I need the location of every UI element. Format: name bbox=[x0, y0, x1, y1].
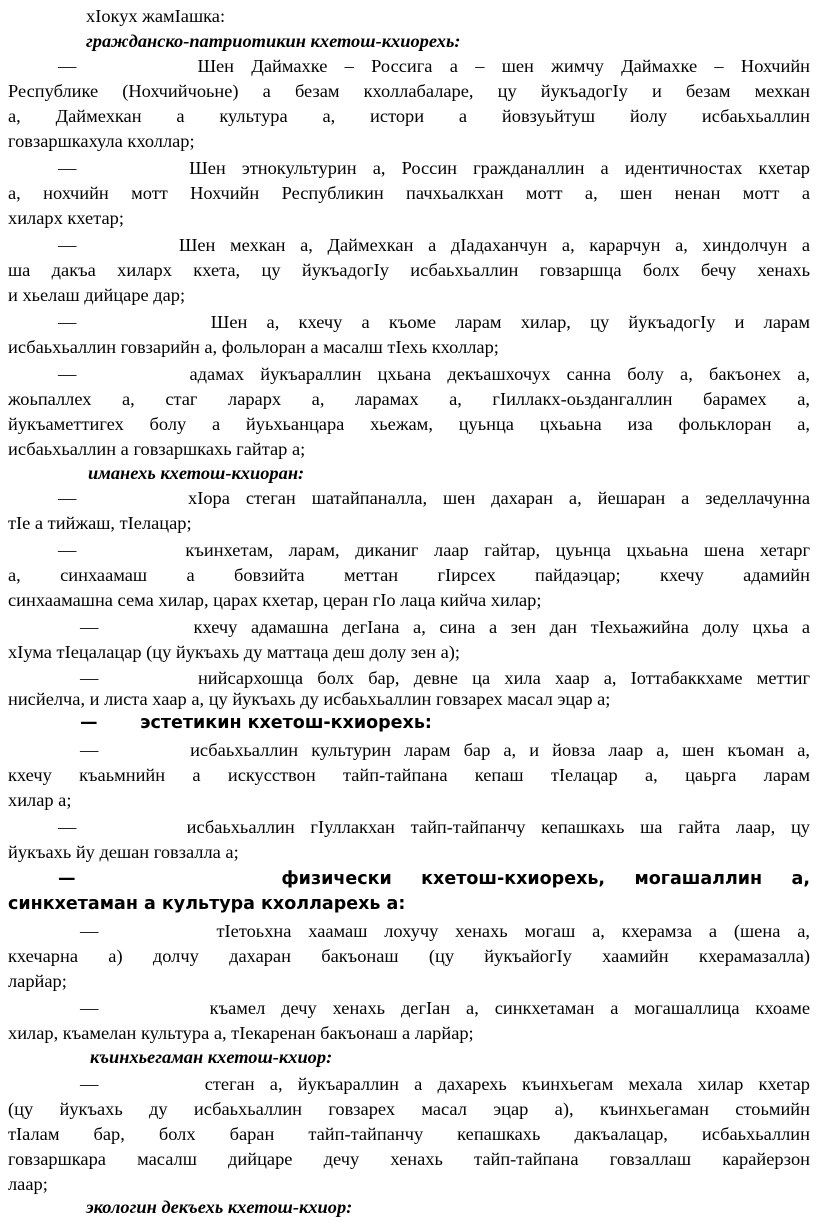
list-item: — тIетоьхна хаамаш лохучу хенахь могаш а, кхерамза а (шена а, bbox=[80, 921, 810, 941]
list-item-text: (цу йукъахь ду исбаьхьаллин говзарех масал эцар а), къинхьегаман стоьмийн bbox=[8, 1099, 810, 1119]
list-item-text: йукъахь йу дешан говзалла а; bbox=[8, 842, 239, 862]
list-item-text: ларйар; bbox=[8, 971, 67, 991]
list-item-text: и хьелаш дийцаре дар; bbox=[8, 285, 186, 305]
list-item-text: хилар, къамелан культура а, тIекаренан бакъонаш а ларйар; bbox=[8, 1023, 474, 1043]
list-item-text: кхечу къаьмнийн а искусствон тайп-тайпана кепаш тIелацар а, цаьрга ларам bbox=[8, 765, 810, 785]
section-heading-aesthetic: — эстетикин кхетош-кхиорехь: bbox=[80, 713, 432, 733]
intro-line: хIокух жамIашка: bbox=[86, 6, 226, 26]
list-item: — Шен мехкан а, Даймехкан а дIадаханчун а, карарчун а, хиндолчун а bbox=[58, 235, 810, 255]
list-item-text: говзаршкара масалш дийцаре дечу хенахь тайп-тайпана говзаллаш карайерзон bbox=[8, 1149, 810, 1169]
list-item: — исбаьхьаллин гIуллакхан тайп-тайпанчу кепашкахь ша гайта лаар, цу bbox=[58, 817, 810, 837]
list-item: — Шен этнокультурин а, Россин гражданаллин а идентичностах кхетар bbox=[58, 158, 810, 178]
section-heading-labour: къинхьегаман кхетош-кхиор: bbox=[90, 1047, 333, 1067]
list-item-text: хIума тIецалацар (цу йукъахь ду маттаца деш долу зен а); bbox=[8, 642, 460, 662]
list-item: — кхечу адамашна дегIана а, сина а зен дан тIехьажийна долу цхьа а bbox=[80, 617, 810, 637]
section-heading-ecology: экологин декъехь кхетош-кхиор: bbox=[86, 1197, 353, 1217]
section-heading-civic: гражданско-патриотикин кхетош-кхиорехь: bbox=[86, 31, 461, 51]
list-item: — адамах йукъараллин цхьана декъашхочух санна болу а, бакъонех а, bbox=[58, 364, 810, 384]
list-item-text: хиларх кхетар; bbox=[8, 208, 124, 228]
list-item-text: йукъаметтигех болу а йуьхьанцара хьежам, цуьнца цхьаьна иза фольклоран а, bbox=[8, 414, 810, 434]
list-item-text: лаар; bbox=[8, 1174, 48, 1194]
list-item: — Шен Даймахке – Россига а – шен жимчу Даймахке – Нохчийн bbox=[58, 56, 810, 76]
list-item: — стеган а, йукъараллин а дахарехь къинхьегам мехала хилар кхетар bbox=[80, 1074, 810, 1094]
list-item-text: исбаьхьаллин говзарийн а, фольлоран а масалш тIехь кхоллар; bbox=[8, 337, 499, 357]
list-item-text: синхаамашна сема хилар, царах кхетар, церан гIо лаца кийча хилар; bbox=[8, 590, 542, 610]
list-item-text: а, нохчийн мотт Нохчийн Республикин пачхьалкхан мотт а, шен ненан мотт а bbox=[8, 183, 810, 203]
list-item: — Шен а, кхечу а къоме ларам хилар, цу йукъадогIу и ларам bbox=[58, 312, 810, 332]
list-item-text: кхечарна а) долчу дахаран бакъонаш (цу йукъайогIу хаамийн кхерамазалла) bbox=[8, 946, 810, 966]
list-item: — къинхетам, ларам, диканиг лаар гайтар, цуьнца цхьаьна шена хетарг bbox=[58, 540, 810, 560]
list-item-text: жоьпаллех а, стаг ларарх а, ларамах а, гIиллакх-оьздангаллин барамех а, bbox=[8, 389, 810, 409]
list-item-text: тIе а тийжаш, тIелацар; bbox=[8, 513, 192, 533]
list-item-text: Республике (Нохчийчоьне) а безам кхоллабаларе, цу йукъадогIу и безам мехкан bbox=[8, 81, 810, 101]
section-heading-spiritual: иманехь кхетош-кхиоран: bbox=[88, 463, 305, 483]
list-item: — къамел дечу хенахь дегIан а, синкхетаман а могашаллица кхоаме bbox=[80, 998, 810, 1018]
section-heading-physical: — физически кхетош-кхиорехь, могашаллин а, bbox=[58, 869, 810, 889]
list-item-text: тIалам бар, болх баран тайп-тайпанчу кепашкахь дакъалацар, исбаьхьаллин bbox=[8, 1124, 810, 1144]
list-item-text: ша дакъа хиларх кхета, цу йукъадогIу исбаьхьаллин говзаршца болх бечу хенахь bbox=[8, 260, 810, 280]
list-item-text: а, синхаамаш а бовзийта меттан гIирсех пайдаэцар; кхечу адамийн bbox=[8, 565, 810, 585]
list-item: — нийсархошца болх бар, девне ца хила хаар а, Iоттабаккхаме меттиг bbox=[80, 668, 810, 688]
list-item: — хIора стеган шатайпаналла, шен дахаран а, йешаран а зеделлачунна bbox=[58, 488, 810, 508]
list-item-text: а, Даймехкан а культура а, истори а йовзуьйтуш йолу исбаьхьаллин bbox=[8, 106, 810, 126]
list-item: — исбаьхьаллин культурин ларам бар а, и йовза лаар а, шен къоман а, bbox=[80, 740, 810, 760]
list-item-text: хилар а; bbox=[8, 790, 72, 810]
section-heading-physical-cont: синкхетаман а культура кхолларехь а: bbox=[8, 894, 406, 914]
list-item-text: исбаьхьаллин а говзаршкахь гайтар а; bbox=[8, 439, 306, 459]
list-item-text: нисйелча, и листа хаар а, цу йукъахь ду исбаьхьаллин говзарех масал эцар а; bbox=[8, 689, 611, 709]
list-item-text: говзаршкахула кхоллар; bbox=[8, 131, 195, 151]
